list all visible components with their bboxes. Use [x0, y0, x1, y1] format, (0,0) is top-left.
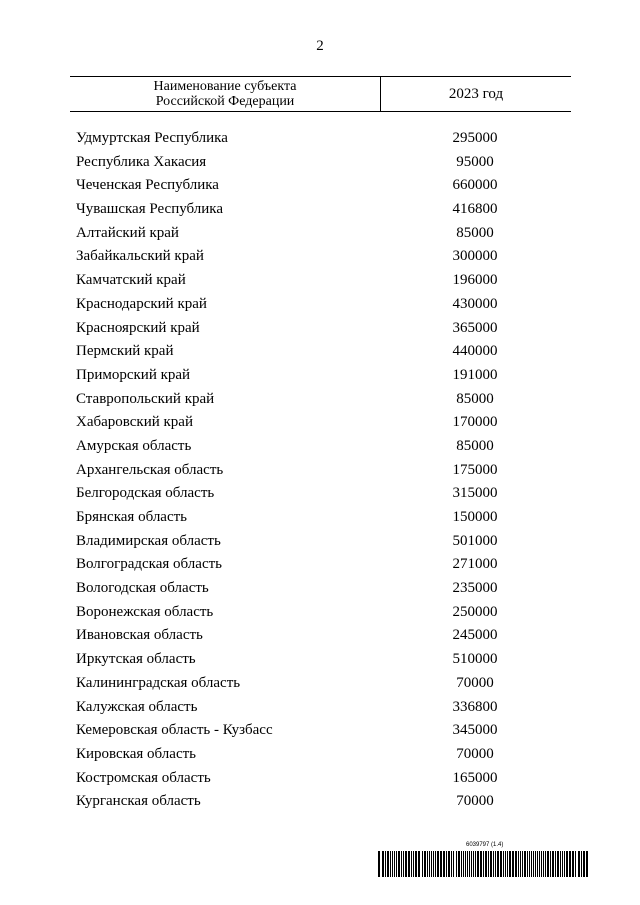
- barcode-bar: [515, 851, 517, 877]
- region-name: Пермский край: [76, 343, 174, 360]
- barcode-bar: [465, 851, 466, 877]
- table-row: [0, 269, 640, 293]
- region-value: 416800: [452, 201, 498, 218]
- table-row: [0, 151, 640, 175]
- barcode-bar: [547, 851, 549, 877]
- region-name: Красноярский край: [76, 319, 200, 336]
- barcode-bar: [408, 851, 410, 877]
- region-name: Чеченская Республика: [76, 177, 219, 194]
- barcode-bar: [390, 851, 391, 877]
- barcode-bar: [469, 851, 470, 877]
- table-row: [0, 388, 640, 412]
- region-value: 440000: [452, 343, 498, 360]
- barcode-bar: [529, 851, 530, 877]
- region-value: 365000: [452, 319, 498, 336]
- barcode-bar: [422, 851, 423, 877]
- region-name: Забайкальский край: [76, 248, 204, 265]
- page-number: 2: [316, 38, 324, 54]
- region-name: Архангельская область: [76, 461, 224, 478]
- barcode-bar: [477, 851, 479, 877]
- region-name: Воронежская область: [76, 603, 214, 620]
- barcode-bar: [503, 851, 504, 877]
- table-row: [0, 672, 640, 696]
- barcode-bar: [497, 851, 499, 877]
- region-value: 85000: [456, 224, 494, 241]
- region-value: 150000: [452, 509, 498, 525]
- barcode-bar: [583, 851, 585, 877]
- barcode-bar: [483, 851, 484, 877]
- region-value: 315000: [452, 485, 498, 502]
- barcode-bar: [552, 851, 554, 877]
- table-row: [0, 411, 640, 435]
- barcode-bar: [378, 851, 380, 877]
- barcode-bar: [451, 851, 452, 877]
- region-value: 430000: [452, 295, 498, 312]
- barcode-bar: [418, 851, 420, 877]
- barcode-bar: [392, 851, 393, 877]
- barcode-bar: [527, 851, 528, 877]
- table-row: [0, 222, 640, 246]
- barcode-bar: [385, 851, 386, 877]
- region-name: Ставропольский край: [76, 390, 215, 407]
- region-value: 70000: [456, 674, 494, 691]
- barcode-bar: [480, 851, 482, 877]
- barcode-bar: [435, 851, 436, 877]
- table-row: [0, 719, 640, 743]
- barcode-bar: [555, 851, 556, 877]
- barcode-bar: [562, 851, 563, 877]
- region-value: 70000: [456, 793, 494, 810]
- region-name: Амурская область: [76, 437, 192, 454]
- region-name: Калужская область: [76, 698, 198, 715]
- region-value: 245000: [452, 627, 498, 644]
- region-name: Удмуртская Республика: [76, 130, 228, 146]
- table-row: [0, 743, 640, 767]
- barcode-bar: [572, 851, 574, 877]
- region-value: 85000: [456, 390, 494, 407]
- barcode-bar: [463, 851, 464, 877]
- barcode-bar: [415, 851, 417, 877]
- table-row: [0, 435, 640, 459]
- barcode-bar: [535, 851, 536, 877]
- barcode-bar: [586, 851, 588, 877]
- region-name: Краснодарский край: [76, 295, 207, 312]
- barcode-bar: [533, 851, 534, 877]
- barcode-bar: [475, 851, 476, 877]
- region-value: 235000: [452, 580, 498, 597]
- barcode-bar: [512, 851, 514, 877]
- barcode-bar: [531, 851, 532, 877]
- header-subject-name: [70, 77, 381, 111]
- region-name: Белгородская область: [76, 485, 215, 502]
- region-value: 510000: [452, 651, 498, 668]
- region-value: 196000: [452, 272, 498, 289]
- table-row: [0, 482, 640, 506]
- region-name: Алтайский край: [76, 224, 179, 241]
- barcode-bar: [560, 851, 561, 877]
- table-row: [0, 577, 640, 601]
- barcode-bar: [490, 851, 492, 877]
- barcode-bar: [427, 851, 428, 877]
- table-row: [0, 340, 640, 364]
- barcode-bar: [382, 851, 384, 877]
- barcode-bar: [431, 851, 432, 877]
- barcode-bar: [578, 851, 580, 877]
- table-row: [0, 601, 640, 625]
- table-row: [0, 317, 640, 341]
- region-name: Кемеровская область - Кузбасс: [76, 722, 273, 739]
- barcode-bar: [575, 851, 576, 877]
- region-value: 501000: [452, 532, 498, 549]
- table-row: [0, 459, 640, 483]
- barcode-bar: [405, 851, 407, 877]
- barcode-bar: [403, 851, 404, 877]
- header-subject-name-line2: Российской Федерации: [155, 94, 295, 109]
- barcode-bar: [566, 851, 568, 877]
- region-name: Волгоградская область: [76, 556, 222, 573]
- header-subject-name-line1: Наименование субъекта: [153, 79, 297, 94]
- region-value: 336800: [452, 698, 498, 715]
- table-row: [0, 198, 640, 222]
- region-name: Владимирская область: [76, 532, 221, 549]
- header-year: 2023 год: [448, 86, 504, 102]
- table-row: [0, 364, 640, 388]
- barcode-bar: [524, 851, 526, 877]
- region-name: Камчатский край: [76, 272, 186, 289]
- barcode-bar: [500, 851, 502, 877]
- table-header: [70, 76, 571, 112]
- barcode-bar: [456, 851, 457, 877]
- barcode-bar: [518, 851, 519, 877]
- barcode-bar: [467, 851, 468, 877]
- region-value: 300000: [452, 248, 498, 265]
- barcode-bar: [424, 851, 426, 877]
- barcode-bar: [461, 851, 462, 877]
- barcode-bar: [448, 851, 450, 877]
- region-value: 660000: [452, 177, 498, 194]
- barcode-bar: [564, 851, 565, 877]
- barcode-bar: [537, 851, 538, 877]
- region-value: 85000: [456, 437, 494, 454]
- region-name: Ивановская область: [76, 627, 203, 644]
- barcode-bar: [413, 851, 414, 877]
- barcode-bar: [398, 851, 400, 877]
- table-row: [0, 293, 640, 317]
- barcode-bar: [396, 851, 397, 877]
- barcode-bar: [522, 851, 523, 877]
- region-name: Республика Хакасия: [76, 153, 207, 170]
- table-row: [0, 174, 640, 198]
- region-name: Иркутская область: [76, 651, 196, 668]
- barcode-bar: [401, 851, 402, 877]
- barcode-bar: [505, 851, 506, 877]
- barcode-bar: [443, 851, 445, 877]
- barcode-bar: [453, 851, 454, 877]
- region-value: 170000: [452, 414, 498, 431]
- barcode-bar: [550, 851, 551, 877]
- barcode: [378, 842, 590, 878]
- barcode-bar: [433, 851, 434, 877]
- table-row: [0, 624, 640, 648]
- region-name: Вологодская область: [76, 580, 209, 597]
- barcode-bar: [429, 851, 430, 877]
- barcode-bar: [387, 851, 389, 877]
- region-value: 295000: [452, 130, 498, 146]
- region-value: 345000: [452, 722, 498, 739]
- barcode-bar: [488, 851, 489, 877]
- barcode-bar: [557, 851, 559, 877]
- region-value: 165000: [452, 769, 498, 786]
- region-name: Калининградская область: [76, 674, 241, 691]
- barcode-image: [378, 851, 590, 877]
- region-name: Кировская область: [76, 745, 197, 762]
- barcode-bar: [543, 851, 544, 877]
- barcode-bar: [394, 851, 395, 877]
- table-row: [0, 530, 640, 554]
- region-value: 250000: [452, 603, 498, 620]
- table-row: [0, 506, 640, 530]
- barcode-bar: [440, 851, 442, 877]
- barcode-bar: [539, 851, 540, 877]
- barcode-bar: [485, 851, 487, 877]
- barcode-bar: [569, 851, 571, 877]
- barcode-bar: [437, 851, 439, 877]
- table-row: [0, 245, 640, 269]
- barcode-bar: [581, 851, 582, 877]
- barcode-bar: [446, 851, 447, 877]
- barcode-bar: [411, 851, 412, 877]
- table-row: [0, 790, 640, 814]
- barcode-bar: [545, 851, 546, 877]
- region-value: 175000: [452, 461, 498, 478]
- region-name: Хабаровский край: [76, 414, 193, 431]
- barcode-bar: [520, 851, 521, 877]
- region-value: 191000: [452, 366, 498, 383]
- region-name: Приморский край: [76, 366, 191, 383]
- table-row: [0, 648, 640, 672]
- table-row: [0, 767, 640, 791]
- region-name: Курганская область: [76, 793, 201, 810]
- region-value: 70000: [456, 745, 494, 762]
- region-value: 95000: [456, 153, 494, 170]
- barcode-bar: [473, 851, 474, 877]
- table-row: [0, 127, 640, 151]
- barcode-bar: [541, 851, 542, 877]
- region-value: 271000: [452, 556, 498, 573]
- barcode-bar: [495, 851, 496, 877]
- table-row: [0, 696, 640, 720]
- barcode-bar: [507, 851, 508, 877]
- barcode-bar: [509, 851, 511, 877]
- region-name: Чувашская Республика: [76, 201, 224, 218]
- barcode-bar: [458, 851, 460, 877]
- region-name: Брянская область: [76, 509, 188, 525]
- barcode-bar: [493, 851, 494, 877]
- table-row: [0, 553, 640, 577]
- table-body: [0, 127, 640, 814]
- barcode-bar: [471, 851, 472, 877]
- barcode-number: 6039797 (1.4): [466, 842, 504, 848]
- region-name: Костромская область: [76, 769, 211, 786]
